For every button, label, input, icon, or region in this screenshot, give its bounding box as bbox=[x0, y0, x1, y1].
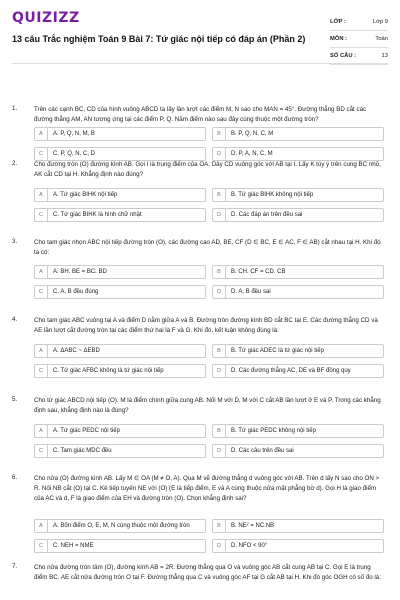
option-letter: B bbox=[213, 345, 226, 357]
option-letter: B bbox=[213, 520, 226, 532]
question-text: Cho nửa đường tròn tâm (O), đường kính AB = 2R. Đường thẳng qua O và vuông góc AB cắt cung AB tại C. Gọi E là trung điểm BC. AE cắt nửa đường tròn O tại F. Đường thẳng qua C và vuông góc AF tại G cắt AB tại H. Khi đó góc OGH có số đo là: bbox=[34, 564, 381, 581]
question-number: 1. bbox=[12, 105, 18, 112]
option-text: D. NFO < 90° bbox=[231, 543, 268, 549]
option-letter: D bbox=[213, 209, 226, 221]
question-number: 5. bbox=[12, 396, 18, 403]
option-text: C. Tam giác MDC đều bbox=[53, 448, 112, 454]
option-b[interactable] bbox=[212, 424, 384, 438]
option-text: B. Tứ giác PEDC không nội tiếp bbox=[231, 428, 316, 434]
option-text: A. Tứ giác PEDC nội tiếp bbox=[53, 428, 120, 434]
option-text: C. A, B đều đúng bbox=[53, 289, 99, 295]
option-d[interactable] bbox=[212, 539, 384, 553]
option-text: C. Tứ giác BIHK là hình chữ nhật bbox=[53, 212, 142, 218]
question-text: Cho nửa (O) đường kính AB. Lấy M ∈ OA (M ≠ O, A). Qua M vẽ đường thẳng d vuông góc với AB. Trên d lấy N sao cho ON > R. Nối NB cắt (O) tại C. Kẻ tiếp tuyến NE với (O) (E là tiếp điểm, E và A cùng thuộc nửa mặt phẳng bờ d). Gọi H là giao điểm của AC và d, F là giao điểm của EH và đường tròn (O). Chọn khẳng định sai? bbox=[34, 475, 380, 502]
option-d[interactable] bbox=[212, 444, 384, 458]
option-c[interactable] bbox=[34, 364, 206, 378]
option-d[interactable] bbox=[212, 285, 384, 299]
option-c[interactable] bbox=[34, 539, 206, 553]
option-text: D. A, B đều sai bbox=[231, 289, 271, 295]
option-letter: C bbox=[35, 148, 48, 160]
option-text: B. Tứ giác ADEC là tứ giác nội tiếp bbox=[231, 348, 324, 354]
option-letter: D bbox=[213, 540, 226, 552]
option-a[interactable] bbox=[34, 519, 206, 533]
option-letter: A bbox=[35, 345, 48, 357]
question-number: 6. bbox=[12, 474, 18, 481]
option-a[interactable] bbox=[34, 265, 206, 279]
option-letter: D bbox=[213, 365, 226, 377]
option-b[interactable] bbox=[212, 265, 384, 279]
option-letter: C bbox=[35, 540, 48, 552]
quizizz-logo: QUIZIZZ bbox=[12, 10, 80, 26]
option-b[interactable] bbox=[212, 344, 384, 358]
option-text: D. Các câu trên đều sai bbox=[231, 448, 294, 454]
option-text: C. NEH = NME bbox=[53, 543, 94, 549]
meta-key: SỐ CÂU : bbox=[330, 53, 357, 59]
option-letter: C bbox=[35, 209, 48, 221]
option-letter: C bbox=[35, 286, 48, 298]
option-letter: B bbox=[213, 128, 226, 140]
option-letter: A bbox=[35, 189, 48, 201]
option-text: C. Tứ giác AFBC không là tứ giác nội tiếp bbox=[53, 368, 164, 374]
option-a[interactable] bbox=[34, 344, 206, 358]
option-b[interactable] bbox=[212, 127, 384, 141]
option-text: A. BH. BE = BC. BD bbox=[53, 269, 107, 275]
question-text: Cho tứ giác ABCD nội tiếp (O). M là điểm chính giữa cung AB. Nối M với D, M với C cắt AB lần lượt ở E và P. Trong các khẳng định sau, khẳng định nào là đúng? bbox=[34, 397, 381, 414]
option-letter: B bbox=[213, 266, 226, 278]
option-letter: A bbox=[35, 266, 48, 278]
question-number: 2. bbox=[12, 160, 18, 167]
option-letter: A bbox=[35, 520, 48, 532]
document-title: 13 câu Trắc nghiệm Toán 9 Bài 7: Tứ giác nội tiếp có đáp án (Phần 2) bbox=[12, 34, 306, 44]
meta-key: MÔN : bbox=[330, 36, 348, 42]
option-letter: A bbox=[35, 425, 48, 437]
option-letter: A bbox=[35, 128, 48, 140]
question-text: Cho tam giác ABC vuông tại A và điểm D nằm giữa A và B. Đường tròn đường kính BD cắt BC tại E. Các đường thẳng CD và AE lần lượt cắt đường tròn tại các điểm thứ hai là F và G. Khi đó, kết luận không đúng là: bbox=[34, 317, 378, 334]
option-text: B. NE² = NC.NB bbox=[231, 523, 275, 529]
option-c[interactable] bbox=[34, 147, 206, 161]
option-text: B. CH. CF = CD. CB bbox=[231, 269, 286, 275]
meta-key: LỚP : bbox=[330, 19, 346, 25]
option-text: A. Bốn điểm O, E, M, N cùng thuộc một đường tròn bbox=[53, 523, 190, 529]
option-text: A. P, Q, N, M, B bbox=[53, 131, 95, 137]
question-number: 7. bbox=[12, 563, 18, 570]
option-letter: B bbox=[213, 189, 226, 201]
question-text: Trên các cạnh BC, CD của hình vuông ABCD ta lấy lần lượt các điểm M, N sao cho MAN = 45°. Đường thẳng BD cắt các đường thẳng AM, AN tương ứng tại các điểm P, Q. Năm điểm nào sau đây cùng thuộc một đường tròn? bbox=[34, 106, 367, 123]
option-c[interactable] bbox=[34, 208, 206, 222]
option-text: B. P, Q, N, C, M bbox=[231, 131, 274, 137]
header-divider bbox=[12, 63, 388, 64]
option-text: D. P, A, N, C, M bbox=[231, 151, 273, 157]
option-letter: C bbox=[35, 365, 48, 377]
question-number: 3. bbox=[12, 238, 18, 245]
option-text: A. ΔABC ~ ΔEBD bbox=[53, 348, 100, 354]
option-d[interactable] bbox=[212, 208, 384, 222]
option-letter: C bbox=[35, 445, 48, 457]
option-d[interactable] bbox=[212, 364, 384, 378]
meta-row-subject bbox=[330, 31, 388, 48]
option-text: C. P, Q, N, C, D bbox=[53, 151, 95, 157]
option-b[interactable] bbox=[212, 188, 384, 202]
meta-box bbox=[330, 14, 388, 65]
meta-value: 13 bbox=[381, 53, 388, 59]
option-text: B. Tứ giác BIHK không nội tiếp bbox=[231, 192, 314, 198]
document-header bbox=[12, 10, 388, 60]
option-a[interactable] bbox=[34, 188, 206, 202]
option-a[interactable] bbox=[34, 424, 206, 438]
option-c[interactable] bbox=[34, 285, 206, 299]
option-a[interactable] bbox=[34, 127, 206, 141]
option-letter: D bbox=[213, 148, 226, 160]
option-d[interactable] bbox=[212, 147, 384, 161]
option-text: D. Các đường thẳng AC, DE và BF đồng quy bbox=[231, 368, 351, 374]
option-c[interactable] bbox=[34, 444, 206, 458]
option-text: D. Các đáp án trên đều sai bbox=[231, 212, 303, 218]
question-text: Cho tam giác nhọn ABC nội tiếp đường tròn (O), các đường cao AD, BE, CF (D ∈ BC, E ∈ AC, F ∈ AB) cắt nhau tại H. Khi đó ta có: bbox=[34, 239, 381, 256]
option-letter: D bbox=[213, 286, 226, 298]
option-letter: D bbox=[213, 445, 226, 457]
meta-value: Toán bbox=[375, 36, 388, 42]
meta-row-class bbox=[330, 14, 388, 31]
question-number: 4. bbox=[12, 316, 18, 323]
option-letter: B bbox=[213, 425, 226, 437]
option-text: A. Tứ giác BIHK nội tiếp bbox=[53, 192, 118, 198]
meta-value: Lớp 9 bbox=[372, 19, 388, 25]
question-text: Cho đường tròn (O) đường kính AB. Gọi I là trung điểm của OA. Dây CD vuông góc với AB tại I. Lấy K tùy ý trên cung BC nhỏ, AK cắt CD tại H. Khẳng định nào đúng? bbox=[34, 161, 381, 178]
option-b[interactable] bbox=[212, 519, 384, 533]
